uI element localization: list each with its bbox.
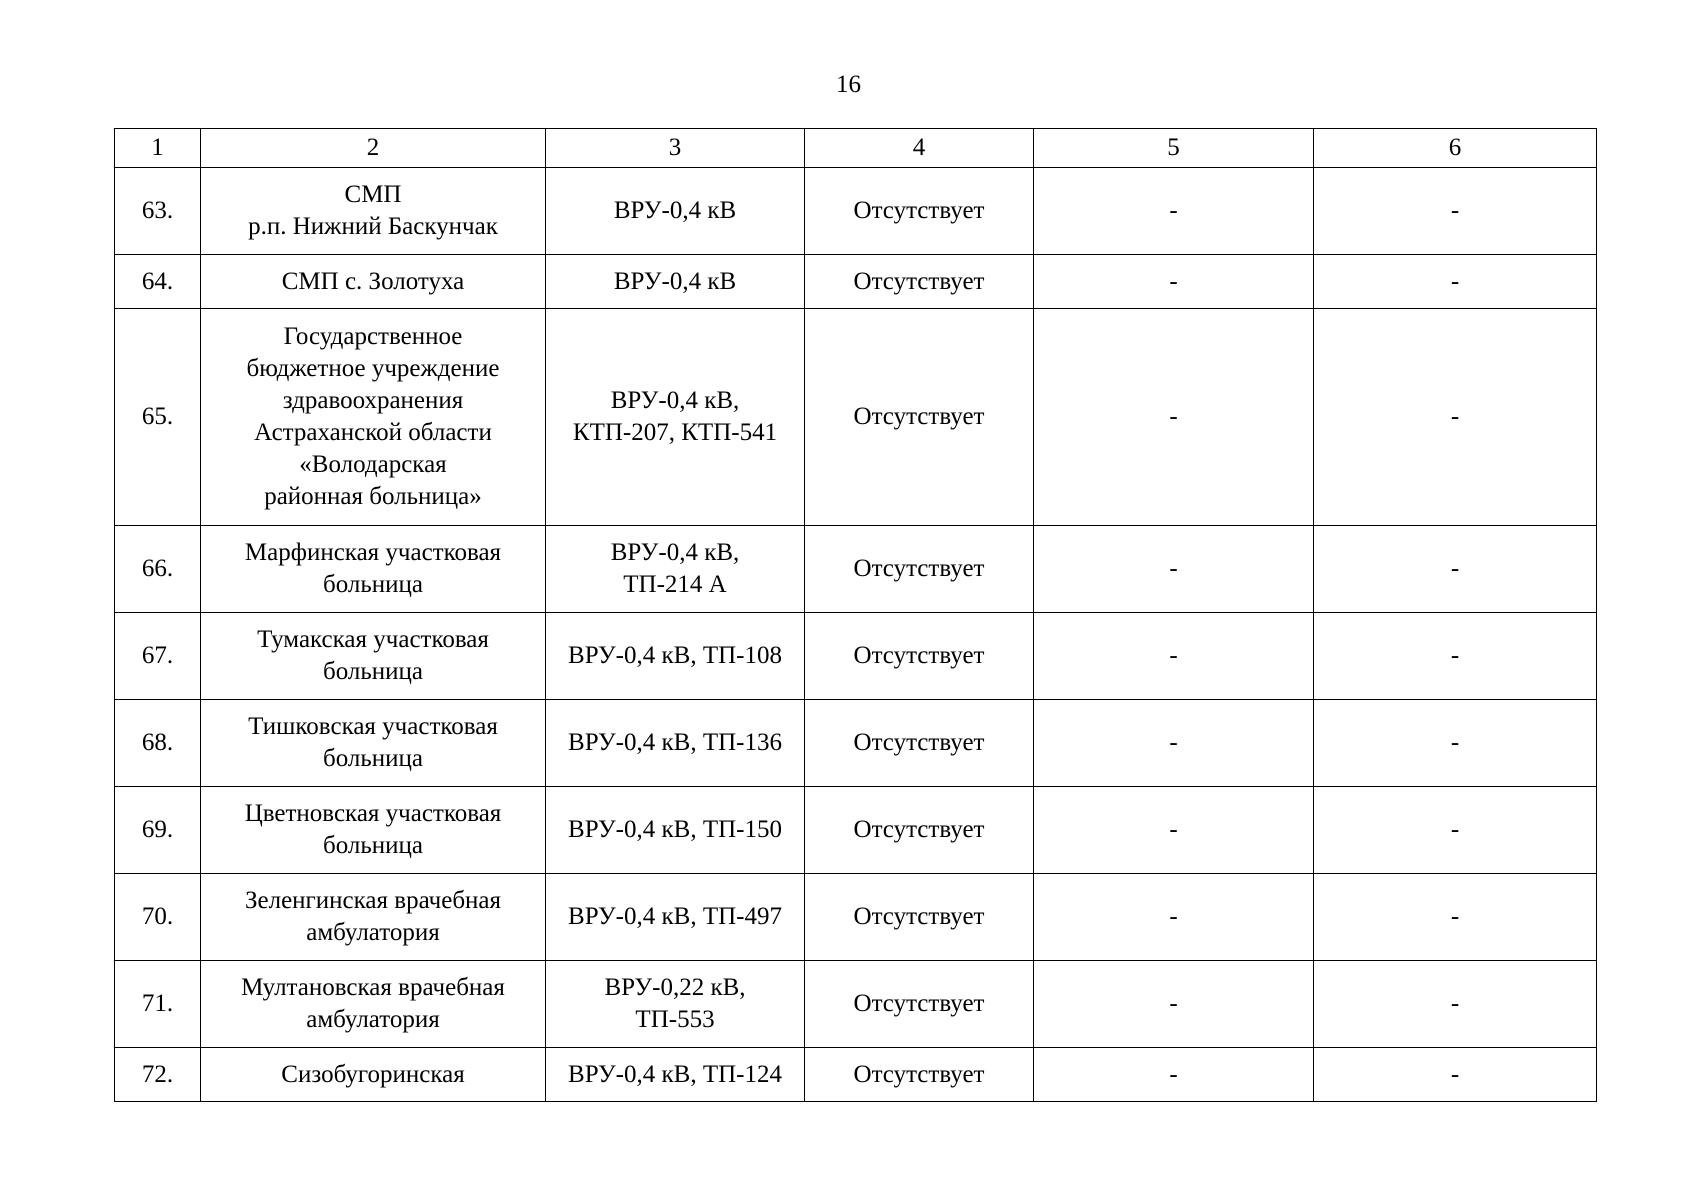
column-5-cell: -	[1034, 526, 1314, 613]
status-cell: Отсутствует	[805, 168, 1034, 255]
equipment-cell: ВРУ-0,4 кВ, ТП-108	[546, 613, 805, 700]
column-number-cell: 2	[201, 129, 546, 168]
status-cell: Отсутствует	[805, 255, 1034, 309]
equipment-cell: ВРУ-0,4 кВ, ТП-497	[546, 874, 805, 961]
table-row	[115, 1048, 1597, 1102]
row-number-cell: 67.	[115, 613, 201, 700]
column-number-cell: 5	[1034, 129, 1314, 168]
column-6-cell: -	[1314, 255, 1597, 309]
table-row	[115, 309, 1597, 526]
column-5-cell: -	[1034, 961, 1314, 1048]
facility-name-cell: СМП с. Золотуха	[201, 255, 546, 309]
facility-name-cell: Зеленгинская врачебная амбулатория	[201, 874, 546, 961]
column-6-cell: -	[1314, 787, 1597, 874]
facility-name-cell: Мултановская врачебная амбулатория	[201, 961, 546, 1048]
table-row	[115, 526, 1597, 613]
table-row	[115, 613, 1597, 700]
facility-name-cell: Тумакская участковая больница	[201, 613, 546, 700]
equipment-cell: ВРУ-0,4 кВ, ТП-124	[546, 1048, 805, 1102]
column-number-cell: 1	[115, 129, 201, 168]
facility-name-cell: Тишковская участковая больница	[201, 700, 546, 787]
column-5-cell: -	[1034, 700, 1314, 787]
column-6-cell: -	[1314, 309, 1597, 526]
column-6-cell: -	[1314, 526, 1597, 613]
column-5-cell: -	[1034, 787, 1314, 874]
row-number-cell: 68.	[115, 700, 201, 787]
table-row	[115, 874, 1597, 961]
status-cell: Отсутствует	[805, 787, 1034, 874]
table-row	[115, 255, 1597, 309]
column-5-cell: -	[1034, 309, 1314, 526]
status-cell: Отсутствует	[805, 309, 1034, 526]
row-number-cell: 66.	[115, 526, 201, 613]
column-6-cell: -	[1314, 1048, 1597, 1102]
column-6-cell: -	[1314, 700, 1597, 787]
column-number-cell: 4	[805, 129, 1034, 168]
row-number-cell: 65.	[115, 309, 201, 526]
column-number-cell: 6	[1314, 129, 1597, 168]
column-5-cell: -	[1034, 874, 1314, 961]
column-6-cell: -	[1314, 168, 1597, 255]
row-number-cell: 63.	[115, 168, 201, 255]
table-row	[115, 168, 1597, 255]
status-cell: Отсутствует	[805, 874, 1034, 961]
status-cell: Отсутствует	[805, 613, 1034, 700]
row-number-cell: 72.	[115, 1048, 201, 1102]
equipment-cell: ВРУ-0,4 кВ, ТП-150	[546, 787, 805, 874]
equipment-cell: ВРУ-0,22 кВ, ТП-553	[546, 961, 805, 1048]
row-number-cell: 71.	[115, 961, 201, 1048]
status-cell: Отсутствует	[805, 526, 1034, 613]
equipment-cell: ВРУ-0,4 кВ, ТП-136	[546, 700, 805, 787]
facility-name-cell: СМП р.п. Нижний Баскунчак	[201, 168, 546, 255]
column-6-cell: -	[1314, 961, 1597, 1048]
status-cell: Отсутствует	[805, 961, 1034, 1048]
column-5-cell: -	[1034, 255, 1314, 309]
column-5-cell: -	[1034, 1048, 1314, 1102]
facility-name-cell: Марфинская участковая больница	[201, 526, 546, 613]
column-5-cell: -	[1034, 168, 1314, 255]
page-number: 16	[836, 71, 861, 98]
status-cell: Отсутствует	[805, 700, 1034, 787]
row-number-cell: 70.	[115, 874, 201, 961]
facility-name-cell: Цветновская участковая больница	[201, 787, 546, 874]
equipment-cell: ВРУ-0,4 кВ, КТП-207, КТП-541	[546, 309, 805, 526]
column-number-cell: 3	[546, 129, 805, 168]
table-row	[115, 700, 1597, 787]
facility-name-cell: Государственное бюджетное учреждение здравоохранения Астраханской области «Володарская районная больница»	[201, 309, 546, 526]
document-table	[114, 128, 1597, 1102]
column-6-cell: -	[1314, 874, 1597, 961]
row-number-cell: 64.	[115, 255, 201, 309]
row-number-cell: 69.	[115, 787, 201, 874]
column-5-cell: -	[1034, 613, 1314, 700]
table-row	[115, 961, 1597, 1048]
equipment-cell: ВРУ-0,4 кВ, ТП-214 А	[546, 526, 805, 613]
facility-name-cell: Сизобугоринская	[201, 1048, 546, 1102]
table-row	[115, 787, 1597, 874]
column-6-cell: -	[1314, 613, 1597, 700]
table-header-row	[115, 129, 1597, 168]
equipment-cell: ВРУ-0,4 кВ	[546, 168, 805, 255]
equipment-cell: ВРУ-0,4 кВ	[546, 255, 805, 309]
status-cell: Отсутствует	[805, 1048, 1034, 1102]
